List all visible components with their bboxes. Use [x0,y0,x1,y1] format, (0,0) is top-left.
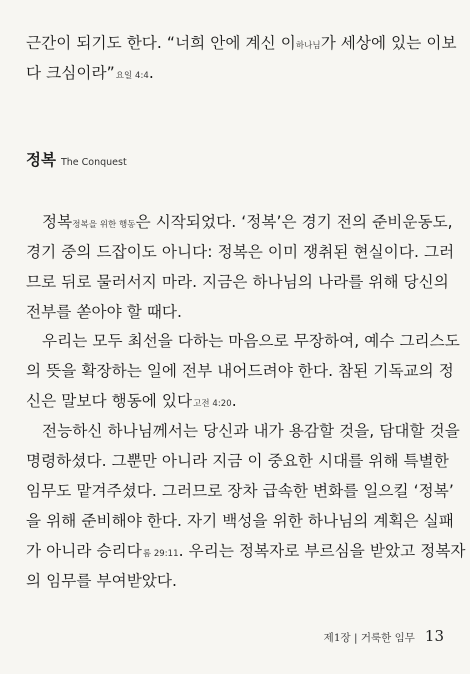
paragraph-conquest-1 [26,207,455,327]
text-line: 전부를 쏟아야 할 때다. [26,303,183,321]
chapter-title: 제1장 | 거룩한 임무 [323,632,415,644]
text-line: 가 아니라 승리다롬 29:11. 우리는 정복자로 부르심을 받았고 정복자 [26,542,466,560]
inline-gloss: 정복을 위한 행동 [72,220,136,230]
text-line: 근간이 되기도 한다. “너희 안에 계신 이하나님가 세상에 있는 이보 [26,34,457,52]
inline-gloss: 하나님 [295,41,321,51]
text-line: 경기 중의 드잡이도 아니다: 정복은 이미 쟁취된 현실이다. 그러 [26,243,455,261]
scripture-reference: 요일 4:4 [115,71,149,81]
paragraph-conquest-3 [26,416,466,596]
section-title-ko: 정복 [26,151,56,169]
text-line: 을 위해 준비해야 한다. 자기 백성을 위한 하나님의 계획은 실패 [26,512,454,530]
text-line: 전능하신 하나님께서는 당신과 내가 용감할 것을, 담대할 것을 [42,422,460,440]
text-line: 의 뜻을 확장하는 일에 전부 내어드려야 한다. 참된 기독교의 정 [26,362,454,380]
page-number: 13 [424,627,444,645]
section-heading [26,148,127,170]
section-title-en: The Conquest [60,157,127,168]
text-line: 우리는 모두 최선을 다하는 마음으로 무장하여, 예수 그리스도 [42,332,460,350]
scripture-reference: 고전 4:20 [193,399,232,409]
scripture-reference: 롬 29:11 [142,549,179,559]
text-line: 명령하셨다. 그뿐만 아니라 지금 이 중요한 시대를 위해 특별한 [26,452,449,470]
text-line: 정복정복을 위한 행동은 시작되었다. ‘정복’은 경기 전의 준비운동도, [42,213,453,231]
page-footer [324,626,444,645]
text-line: 의 임무를 부여받았다. [26,572,178,590]
text-line: 므로 뒤로 물러서지 마라. 지금은 하나님의 나라를 위해 당신의 [26,273,449,291]
paragraph-conquest-2 [26,326,460,416]
text-line: 임무도 맡겨주셨다. 그러므로 장차 급속한 변화를 일으킬 ‘정복’ [26,482,454,500]
paragraph-intro [26,28,457,88]
text-line: 다 크심이라”요일 4:4. [26,64,154,82]
text-line: 신은 말보다 행동에 있다고전 4:20. [26,392,237,410]
